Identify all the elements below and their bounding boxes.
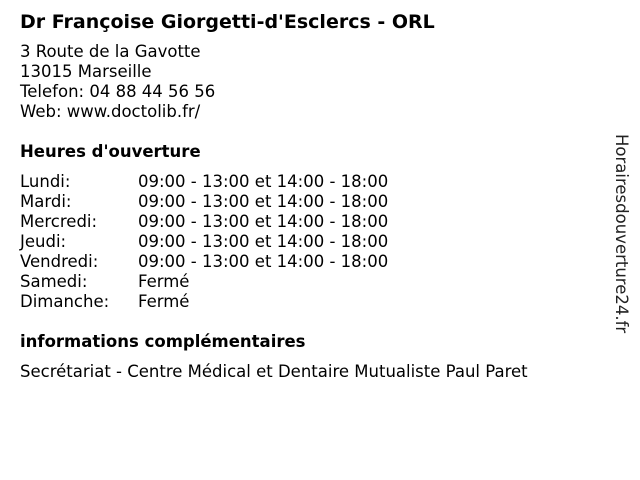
page-title: Dr Françoise Giorgetti-d'Esclercs - ORL: [20, 11, 435, 33]
hours-time: Fermé: [138, 272, 190, 291]
address-street: 3 Route de la Gavotte: [20, 42, 201, 61]
address-block: [20, 42, 610, 122]
hours-row: [20, 192, 610, 212]
hours-day: Dimanche:: [20, 292, 110, 311]
business-card: [20, 8, 610, 382]
hours-row: [20, 272, 610, 292]
hours-day: Lundi:: [20, 172, 71, 191]
hours-day: Mercredi:: [20, 212, 98, 231]
hours-row: [20, 212, 610, 232]
hours-day: Vendredi:: [20, 252, 99, 271]
hours-time: 09:00 - 13:00 et 14:00 - 18:00: [138, 232, 389, 251]
hours-time: 09:00 - 13:00 et 14:00 - 18:00: [138, 192, 389, 211]
site-brand-watermark: Horairesdouverture24.fr: [612, 134, 631, 334]
address-city: 13015 Marseille: [20, 62, 152, 81]
phone-number: Telefon: 04 88 44 56 56: [20, 82, 216, 101]
hours-time: 09:00 - 13:00 et 14:00 - 18:00: [138, 172, 389, 191]
hours-day: Mardi:: [20, 192, 72, 211]
hours-time: 09:00 - 13:00 et 14:00 - 18:00: [138, 252, 389, 271]
info-heading: informations complémentaires: [20, 332, 306, 351]
hours-row: [20, 292, 610, 312]
website: Web: www.doctolib.fr/: [20, 102, 201, 121]
hours-time: 09:00 - 13:00 et 14:00 - 18:00: [138, 212, 389, 231]
hours-heading: Heures d'ouverture: [20, 142, 201, 161]
hours-day: Samedi:: [20, 272, 88, 291]
hours-table: [20, 172, 610, 312]
hours-row: [20, 232, 610, 252]
hours-row: [20, 252, 610, 272]
hours-row: [20, 172, 610, 192]
hours-time: Fermé: [138, 292, 190, 311]
hours-day: Jeudi:: [20, 232, 67, 251]
info-text: Secrétariat - Centre Médical et Dentaire Mutualiste Paul Paret: [20, 362, 528, 381]
